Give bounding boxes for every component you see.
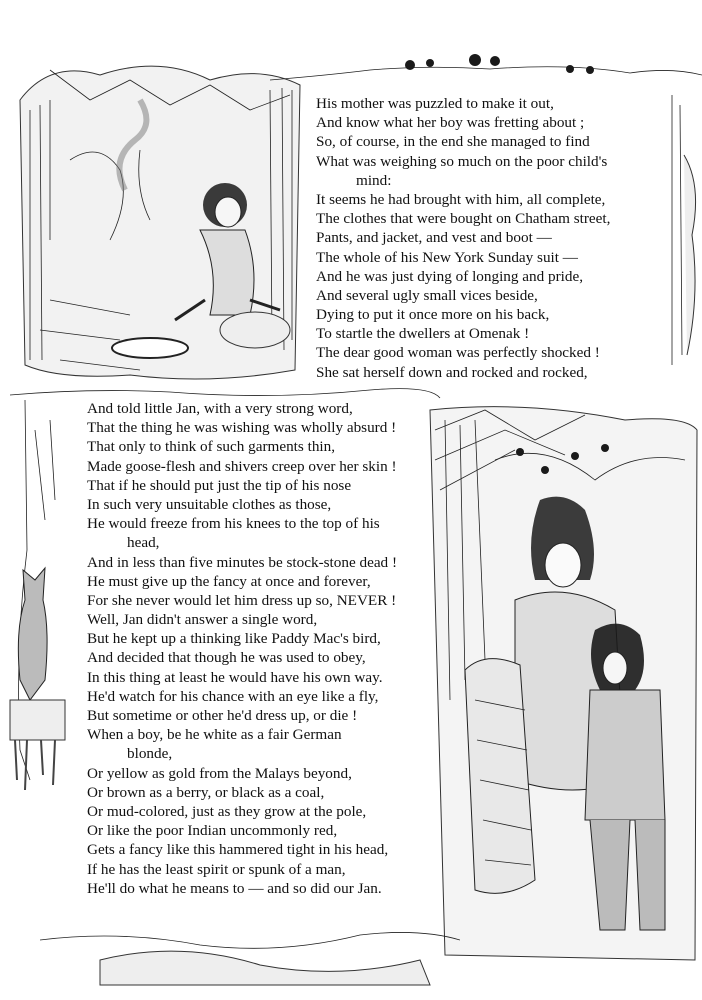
poem-line: That if he should put just the tip of his nose: [87, 476, 352, 494]
poem-line: But he kept up a thinking like Paddy Mac's bird,: [87, 630, 381, 648]
poem-line: He would freeze from his knees to the top of his: [87, 515, 380, 533]
poem-line: He must give up the fancy at once and forever,: [87, 572, 371, 590]
poem-line: And in less than five minutes be stock-stone dead !: [87, 553, 398, 571]
poem-line: What was weighing so much on the poor child's: [316, 152, 608, 170]
poem-line: And he was just dying of longing and pride,: [316, 267, 584, 285]
poem-line: Or brown as a berry, or black as a coal,: [87, 783, 325, 801]
illustration-right-edge: [662, 95, 702, 365]
poem-line: In such very unsuitable clothes as those,: [87, 495, 332, 513]
poem-line: And know what her boy was fretting about ;: [316, 114, 585, 132]
poem-line: But sometime or other he'd dress up, or die !: [87, 707, 358, 724]
poem-line: That only to think of such garments thin,: [87, 438, 336, 456]
poem-line: Well, Jan didn't answer a single word,: [87, 611, 318, 629]
poem-stanza-top: [316, 94, 610, 382]
poem-line: His mother was puzzled to make it out,: [316, 95, 554, 112]
poem-line: blonde,: [127, 745, 173, 763]
top-border-decoration: [270, 45, 702, 95]
poem-line: The clothes that were bought on Chatham street,: [316, 210, 611, 228]
poem-line: head,: [127, 534, 160, 552]
poem-line: Or yellow as gold from the Malays beyond,: [87, 764, 352, 782]
bottom-border-decoration: [40, 900, 460, 990]
poem-line: Gets a fancy like this hammered tight in his head,: [87, 841, 389, 859]
poem-line: He'd watch for his chance with an eye like a fly,: [87, 687, 379, 705]
poem-line: She sat herself down and rocked and rocked,: [316, 363, 588, 381]
illustration-mother-and-jan: [425, 400, 702, 970]
poem-line: mind:: [356, 171, 392, 189]
poem-line: The whole of his New York Sunday suit —: [316, 248, 578, 266]
poem-line: Pants, and jacket, and vest and boot —: [316, 229, 552, 247]
poem-line: So, of course, in the end she managed to find: [316, 133, 590, 151]
poem-line: And told little Jan, with a very strong word,: [87, 400, 353, 417]
poem-line: That the thing he was wishing was wholly absurd !: [87, 419, 397, 437]
poem-line: To startle the dwellers at Omenak !: [316, 325, 530, 343]
poem-line: When a boy, be he white as a fair German: [87, 726, 342, 744]
poem-line: Or mud-colored, just as they grow at the pole,: [87, 802, 367, 820]
poem-line: Dying to put it once more on his back,: [316, 306, 550, 324]
illustration-boy-by-fire: [10, 40, 310, 390]
poem-line: He'll do what he means to — and so did our Jan.: [87, 879, 382, 897]
illustration-fox-on-ice: [5, 400, 73, 980]
poem-line: And decided that though he was used to obey,: [87, 649, 366, 667]
poem-line: Or like the poor Indian uncommonly red,: [87, 822, 338, 840]
poem-line: If he has the least spirit or spunk of a man,: [87, 860, 346, 878]
poem-line: Made goose-flesh and shivers creep over her skin !: [87, 457, 397, 475]
poem-stanza-bottom: [87, 399, 397, 898]
poem-line: The dear good woman was perfectly shocked !: [316, 344, 600, 362]
poem-line: In this thing at least he would have his own way.: [87, 668, 383, 686]
poem-line: It seems he had brought with him, all complete,: [316, 190, 606, 208]
poem-line: For she never would let him dress up so, NEVER !: [87, 591, 397, 609]
poem-line: And several ugly small vices beside,: [316, 286, 538, 304]
